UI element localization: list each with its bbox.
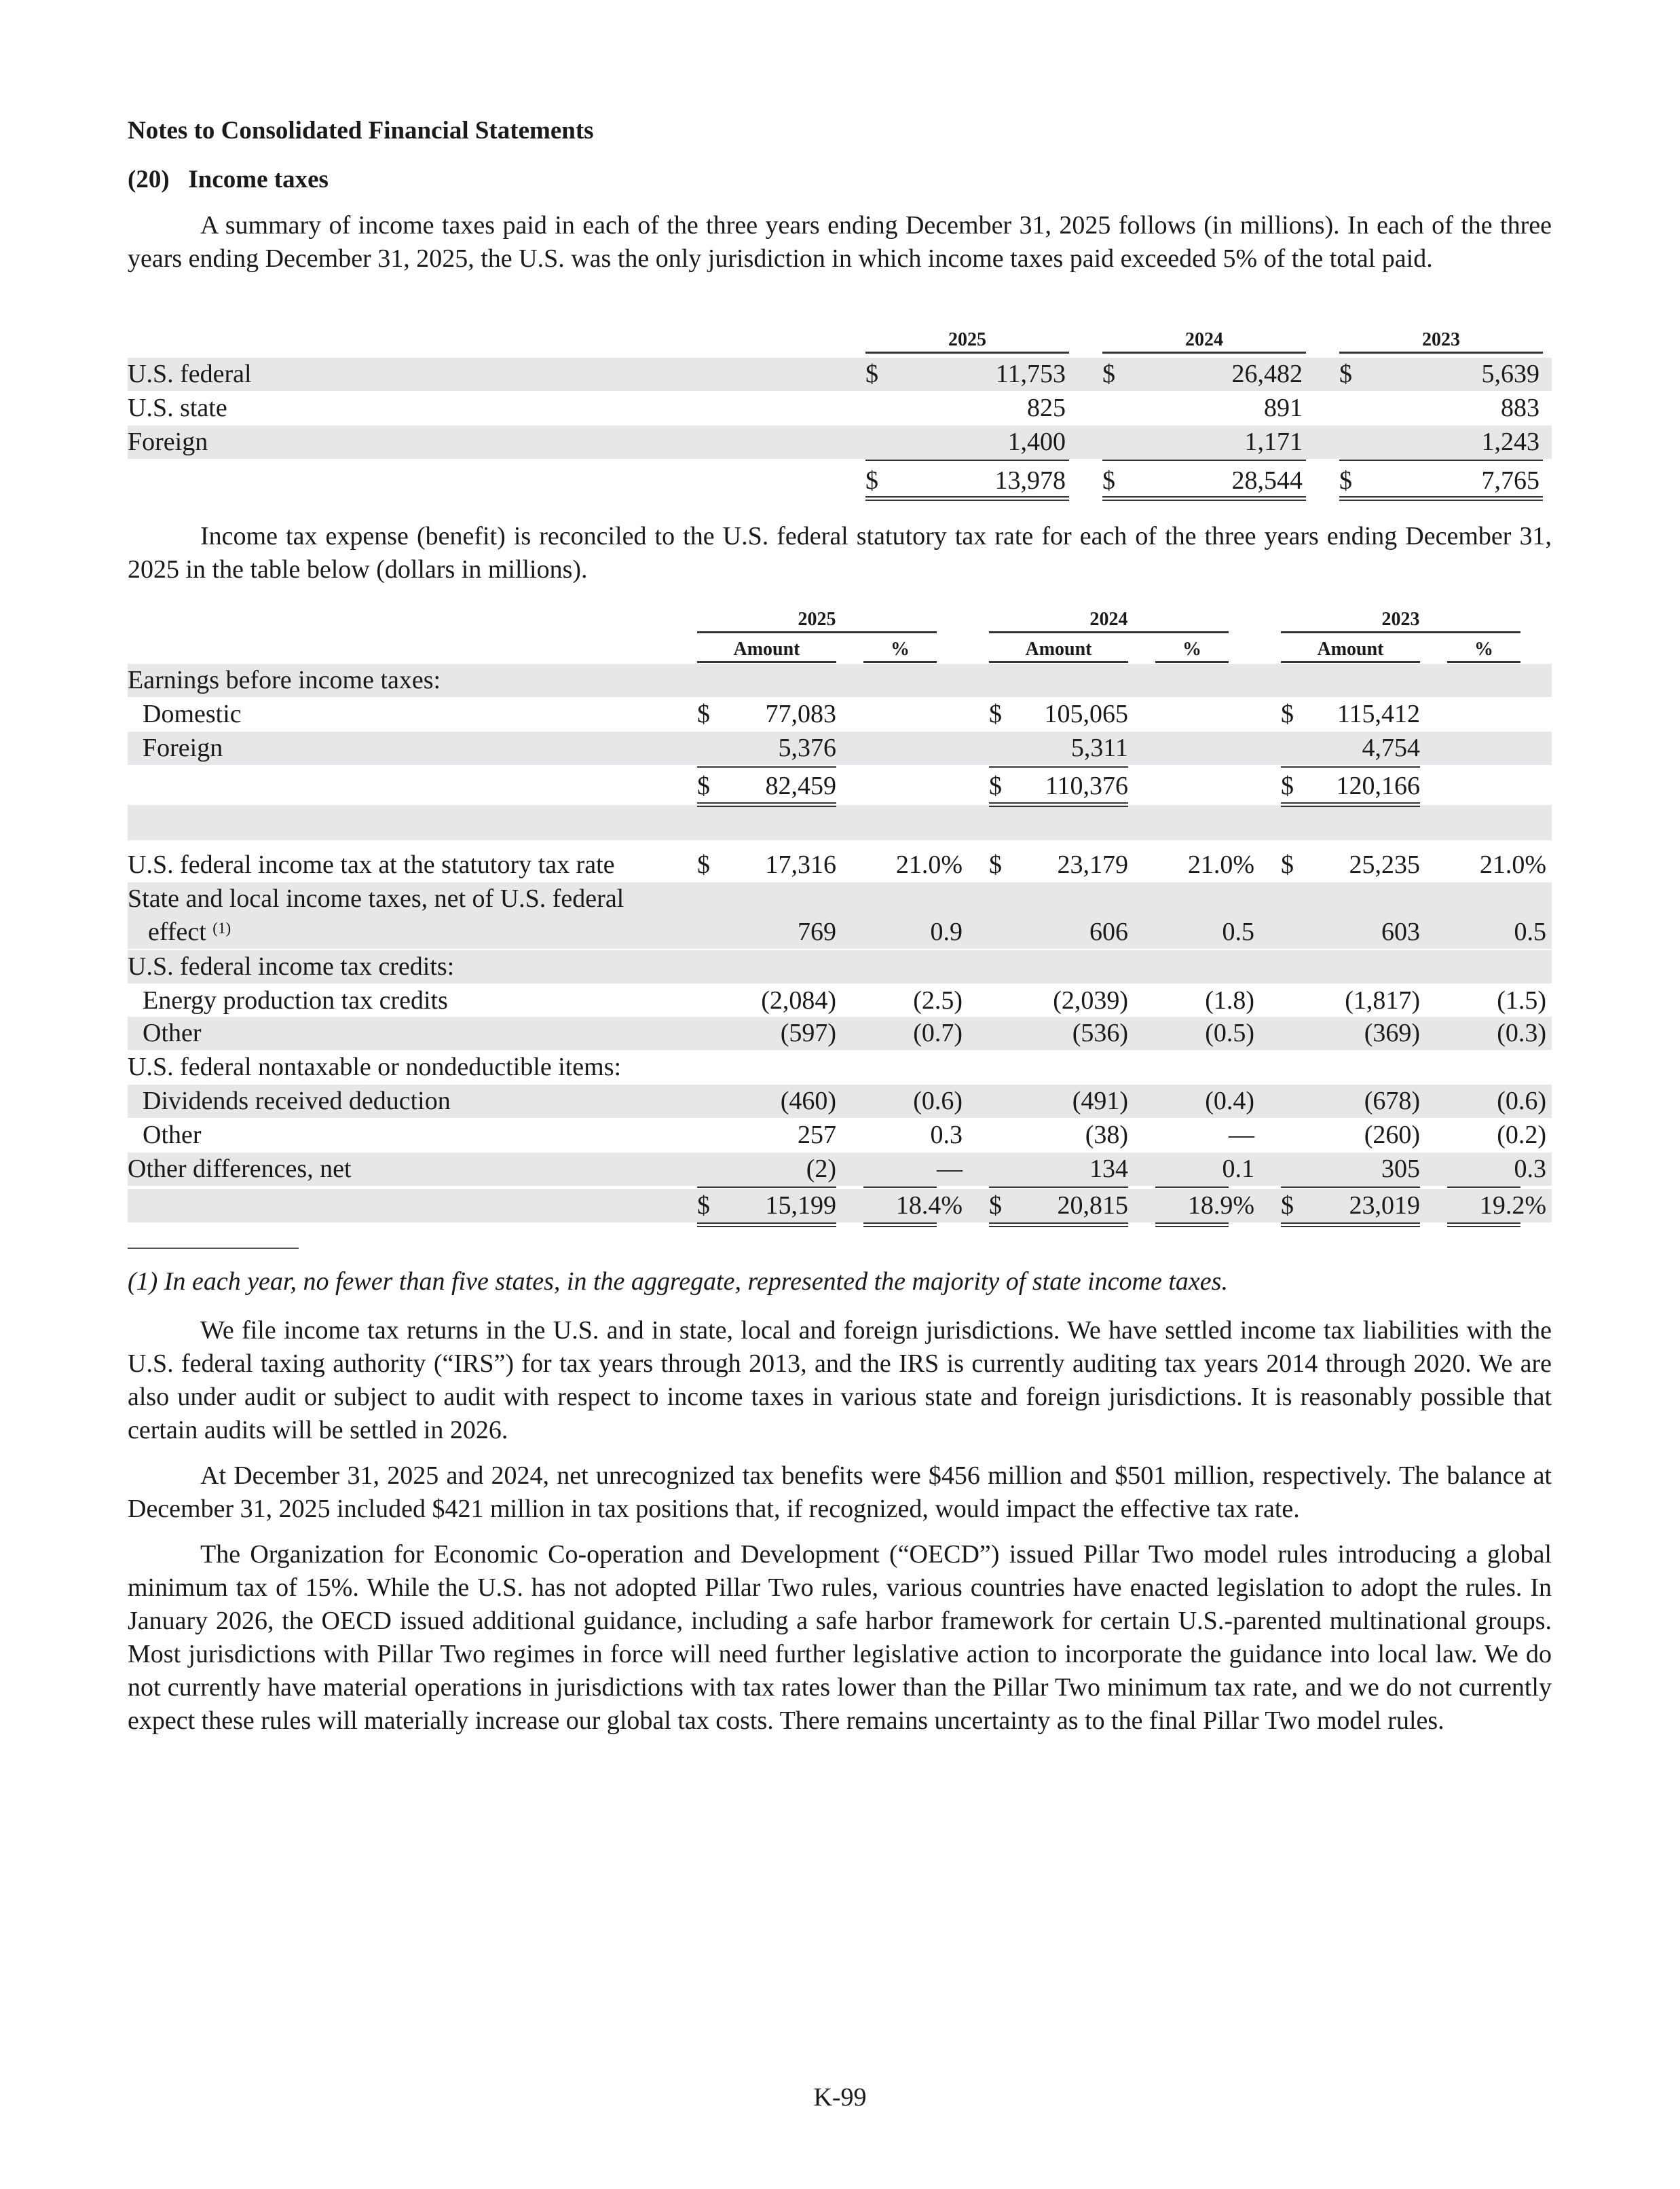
amount-cell: 4,754	[1362, 734, 1420, 762]
amount-cell: 77,083	[765, 700, 836, 728]
amount-subheader: Amount	[1025, 639, 1092, 660]
currency-symbol: $	[989, 1191, 1002, 1220]
currency-symbol: $	[1281, 850, 1294, 879]
table1-row-label: U.S. federal	[128, 360, 252, 388]
percent-cell: (2.5)	[913, 986, 963, 1015]
section-heading: (20) Income taxes	[128, 166, 329, 193]
total-double-rule	[1155, 1222, 1229, 1227]
table1-row-label: U.S. state	[128, 394, 227, 422]
footnote-state-taxes: (1) In each year, no fewer than five states, in the aggregate, represented the majority of state income taxes.	[128, 1267, 1228, 1296]
paragraph-taxes-paid-summary: A summary of income taxes paid in each of the three years ending December 31, 2025 follows (in millions). In each of the three years ending December 31, 2025, the U.S. was the only jurisdiction in which income taxes paid exceeded 5% of the total paid.	[128, 211, 1552, 273]
currency-symbol: $	[1281, 772, 1294, 800]
table1-row-label: Foreign	[128, 428, 208, 456]
table1-value-cell: 26,482	[1231, 360, 1303, 388]
table2-row-label: Domestic	[143, 700, 242, 728]
currency-symbol: $	[989, 850, 1002, 879]
amount-cell: 23,019	[1349, 1191, 1420, 1220]
subtotal-rule	[1447, 1186, 1520, 1188]
subheader-rule	[1447, 661, 1520, 663]
amount-cell: (2,084)	[761, 986, 836, 1015]
row-band	[128, 805, 1552, 840]
subtotal-rule	[863, 1186, 937, 1188]
footnote-reference: (1)	[212, 920, 231, 937]
percent-cell: 19.2%	[1479, 1191, 1546, 1220]
page-number: K-99	[813, 2083, 867, 2112]
percent-subheader: %	[1182, 639, 1201, 660]
currency-symbol: $	[697, 700, 710, 728]
paragraph-pillar-two: The Organization for Economic Co-operation and Development (“OECD”) issued Pillar Two model rules introducing a global minimum tax of 15%. While the U.S. has not adopted Pillar Two rules, various countries have enacted legislation to adopt the rules. In January 2026, the OECD issued additional guidance, including a safe harbor framework for certain U.S.-parented multinational groups. Most jurisdictions with Pillar Two regimes in force will need further legislative action to incorporate the guidance into local law. We do not currently have material operations in jurisdictions with tax rates lower than the Pillar Two minimum tax rate, and we do not currently expect these rules will materially increase our global tax costs. There remains uncertainty as to the final Pillar Two model rules.	[128, 1540, 1552, 1735]
total-double-rule	[1447, 1222, 1520, 1227]
subheader-rule	[697, 661, 836, 663]
currency-symbol: $	[697, 1191, 710, 1220]
table2-row-label: Other	[143, 1019, 202, 1047]
subtotal-rule	[1155, 1186, 1229, 1188]
amount-cell: 17,316	[765, 850, 836, 879]
amount-cell: 105,065	[1044, 700, 1128, 728]
amount-cell: 134	[1089, 1155, 1128, 1183]
table2-row-label: Other	[143, 1121, 202, 1149]
table2-row-label-effect	[148, 916, 231, 949]
table1-year-header-2024: 2024	[1185, 329, 1223, 350]
amount-cell: (597)	[780, 1019, 836, 1047]
amount-cell: 257	[798, 1121, 836, 1149]
percent-cell: —	[937, 1155, 963, 1183]
currency-symbol: $	[865, 466, 878, 495]
table1-value-cell: 11,753	[995, 360, 1066, 388]
currency-symbol: $	[1339, 360, 1352, 388]
amount-cell: (2,039)	[1053, 986, 1128, 1015]
amount-cell: (369)	[1364, 1019, 1420, 1047]
currency-symbol: $	[697, 850, 710, 879]
percent-cell: (0.6)	[913, 1087, 963, 1115]
percent-cell: (0.3)	[1497, 1019, 1546, 1047]
table2-row-label: Earnings before income taxes:	[128, 666, 441, 694]
amount-cell: 15,199	[765, 1191, 836, 1220]
currency-symbol: $	[989, 700, 1002, 728]
total-double-rule	[697, 802, 836, 807]
amount-cell: 5,376	[778, 734, 836, 762]
percent-cell: 18.4%	[895, 1191, 963, 1220]
amount-subheader: Amount	[733, 639, 800, 660]
currency-symbol: $	[697, 772, 710, 800]
table2-year-header-2023: 2023	[1381, 609, 1420, 630]
subheader-rule	[1281, 661, 1420, 663]
percent-cell: 0.5	[1222, 918, 1254, 946]
header-rule	[697, 631, 937, 633]
total-double-rule	[989, 802, 1128, 807]
percent-cell: 0.3	[930, 1121, 963, 1149]
percent-cell: (0.4)	[1205, 1087, 1254, 1115]
total-double-rule	[1281, 802, 1420, 807]
table1-year-header-2023: 2023	[1422, 329, 1460, 350]
total-double-rule	[989, 1222, 1128, 1227]
header-rule	[989, 631, 1229, 633]
percent-cell: (1.5)	[1497, 986, 1546, 1015]
paragraph-reconciliation-intro: Income tax expense (benefit) is reconciled to the U.S. federal statutory tax rate for each of the three years ending December 31, 2025 in the table below (dollars in millions).	[128, 522, 1552, 584]
amount-cell: 120,166	[1336, 772, 1420, 800]
amount-cell: 115,412	[1337, 700, 1420, 728]
percent-subheader: %	[1474, 639, 1493, 660]
amount-cell: 23,179	[1057, 850, 1128, 879]
table1-value-cell: 28,544	[1231, 466, 1303, 495]
percent-cell: 0.5	[1514, 918, 1546, 946]
amount-cell: (678)	[1364, 1087, 1420, 1115]
header-rule	[1281, 631, 1520, 633]
subheader-rule	[1155, 661, 1229, 663]
paragraph-tax-returns-audits: We file income tax returns in the U.S. and in state, local and foreign jurisdictions. We have settled income tax liabilities with the U.S. federal taxing authority (“IRS”) for tax years through 2013, and the IRS is currently auditing tax years 2014 through 2020. We are also under audit or subject to audit with respect to income taxes in various state and foreign jurisdictions. It is reasonably possible that certain audits will be settled in 2026.	[128, 1316, 1552, 1444]
amount-cell: (260)	[1364, 1121, 1420, 1149]
table2-row-label: State and local income taxes, net of U.S. federal	[128, 884, 624, 913]
footnote-divider	[128, 1248, 299, 1249]
currency-symbol: $	[1281, 700, 1294, 728]
amount-cell: (2)	[806, 1155, 836, 1183]
percent-cell: (1.8)	[1205, 986, 1254, 1015]
table1-year-header-2025: 2025	[948, 329, 986, 350]
table1-value-cell: 7,765	[1481, 466, 1539, 495]
table1-value-cell: 891	[1264, 394, 1303, 422]
table2-row-label: Foreign	[143, 734, 223, 762]
currency-symbol: $	[1339, 466, 1352, 495]
table1-value-cell: 1,400	[1007, 428, 1066, 456]
percent-cell: (0.7)	[913, 1019, 963, 1047]
currency-symbol: $	[1102, 466, 1115, 495]
amount-cell: 769	[798, 918, 836, 946]
percent-cell: (0.5)	[1205, 1019, 1254, 1047]
subtotal-rule	[989, 1186, 1128, 1188]
amount-cell: 5,311	[1070, 734, 1128, 762]
subheader-rule	[863, 661, 937, 663]
subtotal-rule	[1281, 1186, 1420, 1188]
table1-value-cell: 5,639	[1481, 360, 1539, 388]
total-double-rule	[1281, 1222, 1420, 1227]
subheader-rule	[989, 661, 1128, 663]
percent-cell: 21.0%	[1479, 850, 1546, 879]
percent-cell: (0.6)	[1497, 1087, 1546, 1115]
percent-subheader: %	[891, 639, 910, 660]
amount-cell: 110,376	[1045, 772, 1128, 800]
amount-cell: (38)	[1085, 1121, 1128, 1149]
amount-cell: (460)	[780, 1087, 836, 1115]
table2-row-label: Energy production tax credits	[143, 986, 448, 1015]
subtotal-rule	[989, 766, 1128, 768]
percent-cell: 21.0%	[1187, 850, 1254, 879]
table2-row-label: U.S. federal income tax at the statutory tax rate	[128, 850, 615, 879]
table2-year-header-2024: 2024	[1089, 609, 1128, 630]
amount-cell: (536)	[1072, 1019, 1128, 1047]
percent-cell: —	[1229, 1121, 1254, 1149]
total-double-rule	[697, 1222, 836, 1227]
table2-year-header-2025: 2025	[798, 609, 836, 630]
amount-cell: 606	[1089, 918, 1128, 946]
table1-value-cell: 1,171	[1244, 428, 1303, 456]
currency-symbol: $	[1281, 1191, 1294, 1220]
currency-symbol: $	[865, 360, 878, 388]
amount-cell: (1,817)	[1345, 986, 1420, 1015]
total-double-rule	[863, 1222, 937, 1227]
effect-label: effect	[148, 918, 206, 946]
currency-symbol: $	[989, 772, 1002, 800]
table2-row-label: U.S. federal income tax credits:	[128, 952, 455, 981]
table2-row-label: Dividends received deduction	[143, 1087, 451, 1115]
table1-value-cell: 1,243	[1481, 428, 1539, 456]
page-title: Notes to Consolidated Financial Statements	[128, 117, 594, 145]
percent-cell: 21.0%	[895, 850, 963, 879]
amount-subheader: Amount	[1317, 639, 1384, 660]
table1-value-cell: 13,978	[994, 466, 1066, 495]
paragraph-unrecognized-benefits: At December 31, 2025 and 2024, net unrecognized tax benefits were $456 million and $501 million, respectively. The balance at December 31, 2025 included $421 million in tax positions that, if recognized, would impact the effective tax rate.	[128, 1461, 1552, 1523]
currency-symbol: $	[1102, 360, 1115, 388]
percent-cell: 18.9%	[1187, 1191, 1254, 1220]
percent-cell: 0.1	[1222, 1155, 1254, 1183]
percent-cell: 0.3	[1514, 1155, 1546, 1183]
table2-row-label: U.S. federal nontaxable or nondeductible items:	[128, 1053, 622, 1081]
subtotal-rule	[697, 766, 836, 768]
percent-cell: (0.2)	[1497, 1121, 1546, 1149]
table1-value-cell: 825	[1027, 394, 1066, 422]
amount-cell: 82,459	[765, 772, 836, 800]
amount-cell: 25,235	[1349, 850, 1420, 879]
amount-cell: (491)	[1072, 1087, 1128, 1115]
amount-cell: 20,815	[1057, 1191, 1128, 1220]
table2-row-label: Other differences, net	[128, 1155, 352, 1183]
percent-cell: 0.9	[930, 918, 963, 946]
table1-value-cell: 883	[1501, 394, 1539, 422]
subtotal-rule	[697, 1186, 836, 1188]
subtotal-rule	[1281, 766, 1420, 768]
amount-cell: 305	[1381, 1155, 1420, 1183]
amount-cell: 603	[1381, 918, 1420, 946]
